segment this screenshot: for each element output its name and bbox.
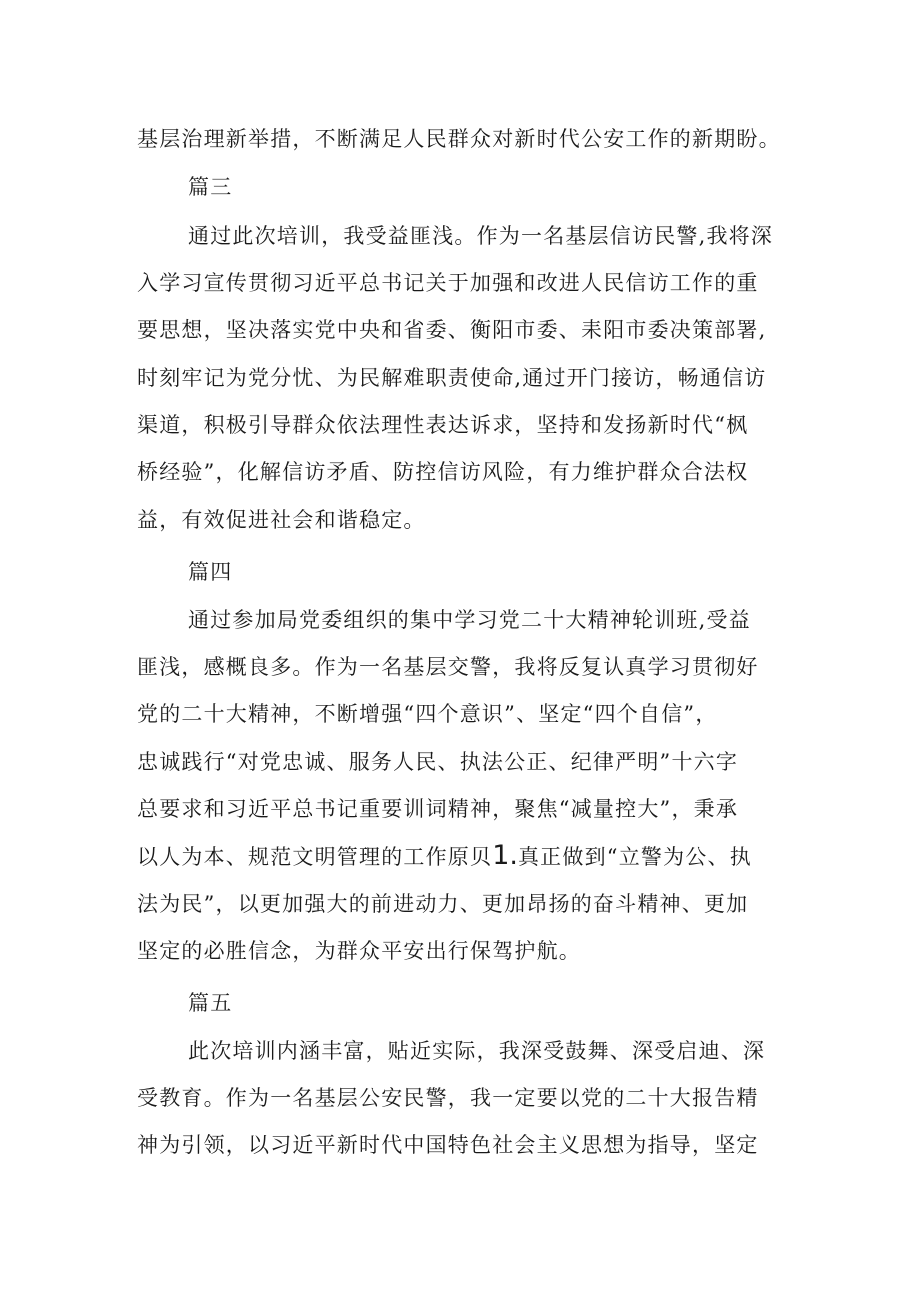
paragraph-line: 益，有效促进社会和谐稳定。	[137, 508, 426, 532]
paragraph-line	[137, 842, 797, 871]
paragraph-line: 神为引领，以习近平新时代中国特色社会主义思想为指导，坚定	[137, 1133, 759, 1157]
paragraph-line: 法为民”，以更加强大的前进动力、更加昂扬的奋斗精神、更加	[137, 892, 749, 916]
paragraph-line: 坚定的必胜信念，为群众平安出行保驾护航。	[137, 939, 581, 963]
paragraph-line: 总要求和习近平总书记重要训词精神，聚焦“减量控大”，秉承	[137, 797, 739, 821]
paragraph-line: 基层治理新举措，不断满足人民群众对新时代公安工作的新期盼。	[137, 127, 781, 151]
paragraph-line: 通过此次培训，我受益匪浅。作为一名基层信访民警,我将深	[188, 224, 774, 248]
section-heading-4: 篇四	[188, 560, 233, 584]
paragraph-line: 桥经验”，化解信访矛盾、防控信访风险，有力维护群众合法权	[137, 460, 749, 484]
paragraph-line: 受教育。作为一名基层公安民警，我一定要以党的二十大报告精	[137, 1086, 759, 1110]
line-text: 以人为本、规范文明管理的工作原贝	[137, 845, 493, 869]
paragraph-line: 匪浅，感概良多。作为一名基层交警，我将反复认真学习贯彻好	[137, 655, 759, 679]
paragraph-line: 忠诚践行“对党忠诚、服务人民、执法公正、纪律严明”十六字	[137, 750, 739, 774]
paragraph-line: 要思想，坚决落实党中央和省委、衡阳市委、耒阳市委决策部署,	[137, 318, 767, 342]
section-heading-3: 篇三	[188, 175, 233, 199]
paragraph-line: 党的二十大精神，不断增强“四个意识”、坚定“四个自信”，	[137, 702, 718, 726]
paragraph-line: 通过参加局党委组织的集中学习党二十大精神轮训班,受益	[188, 608, 751, 632]
paragraph-line: 时刻牢记为党分忧、为民解难职责使命,通过开门接访，畅通信访	[137, 366, 767, 390]
paragraph-line: 渠道，积极引导群众依法理性表达诉求，坚持和发扬新时代“枫	[137, 413, 749, 437]
paragraph-line: 此次培训内涵丰富，贴近实际，我深受鼓舞、深受启迪、深	[188, 1039, 766, 1063]
line-text: 真正做到“立警为公、执	[517, 845, 752, 869]
section-heading-5: 篇五	[188, 991, 233, 1015]
paragraph-line: 入学习宣传贯彻习近平总书记关于加强和改进人民信访工作的重	[137, 271, 759, 295]
list-number: 1.	[492, 840, 518, 871]
